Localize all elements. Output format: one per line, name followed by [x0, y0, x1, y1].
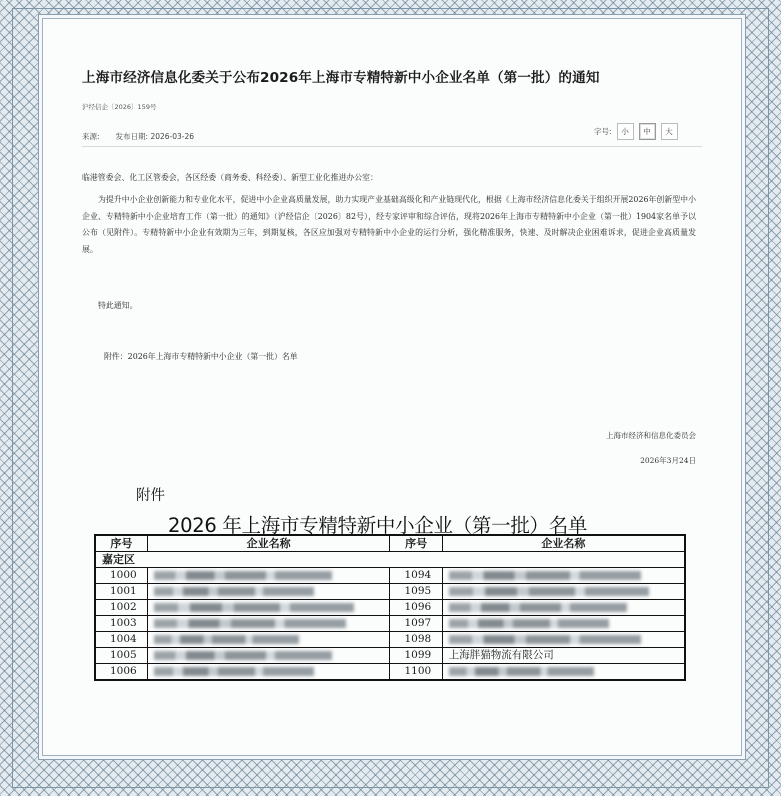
redacted-name — [154, 635, 299, 644]
sign-date: 2026年3月24日 — [640, 456, 696, 465]
list-title: 2026 年上海市专精特新中小企业（第一批）名单 — [168, 514, 588, 537]
table-row — [95, 600, 685, 616]
attachment-note: 附件：2026年上海市专精特新中小企业（第一批）名单 — [104, 352, 298, 361]
left-no: 1000 — [95, 568, 147, 584]
table-row — [95, 584, 685, 600]
font-size-small-button[interactable]: 小 — [617, 123, 634, 140]
right-name-redacted — [442, 664, 685, 681]
right-no: 1097 — [390, 616, 442, 632]
addressees: 临港管委会、化工区管委会，各区经委（商务委、科经委）、新型工业化推进办公室： — [82, 173, 378, 182]
redacted-name — [154, 619, 346, 628]
left-name-redacted — [147, 584, 390, 600]
left-no: 1004 — [95, 632, 147, 648]
source-label: 来源: — [82, 132, 100, 141]
table-header-row — [95, 535, 685, 552]
header-name-right: 企业名称 — [442, 535, 685, 552]
font-size-medium-button[interactable]: 中 — [639, 123, 656, 140]
right-no: 1095 — [390, 584, 442, 600]
left-name-redacted — [147, 648, 390, 664]
attachment-label: 附件 — [136, 488, 165, 504]
notice-title: 上海市经济信息化委关于公布2026年上海市专精特新中小企业名单（第一批）的通知 — [82, 70, 600, 86]
doc-number: 沪经信企〔2026〕159号 — [82, 103, 157, 111]
left-name-redacted — [147, 664, 390, 681]
right-name-redacted — [442, 632, 685, 648]
left-name-redacted — [147, 600, 390, 616]
left-no: 1005 — [95, 648, 147, 664]
right-name-redacted — [442, 600, 685, 616]
font-size-label: 字号: — [594, 127, 612, 136]
left-no: 1003 — [95, 616, 147, 632]
header-name-left: 企业名称 — [147, 535, 390, 552]
left-name-redacted — [147, 616, 390, 632]
header-no-left: 序号 — [95, 535, 147, 552]
region-label: 嘉定区 — [95, 552, 685, 568]
right-no: 1098 — [390, 632, 442, 648]
left-name-redacted — [147, 568, 390, 584]
signer: 上海市经济和信息化委员会 — [606, 431, 696, 440]
right-no: 1100 — [390, 664, 442, 681]
right-no: 1099 — [390, 648, 442, 664]
redacted-name — [154, 651, 332, 660]
left-no: 1006 — [95, 664, 147, 681]
redacted-name — [154, 587, 314, 596]
header-no-right: 序号 — [390, 535, 442, 552]
redacted-name — [154, 603, 354, 612]
redacted-name — [449, 571, 641, 580]
closing-line: 特此通知。 — [98, 301, 138, 310]
right-name-redacted — [442, 568, 685, 584]
table-row — [95, 632, 685, 648]
table-row — [95, 616, 685, 632]
redacted-name — [449, 667, 594, 676]
header-divider — [82, 146, 702, 147]
left-name-redacted — [147, 632, 390, 648]
right-name-redacted — [442, 584, 685, 600]
right-no: 1096 — [390, 600, 442, 616]
right-name-redacted — [442, 616, 685, 632]
region-row — [95, 552, 685, 568]
redacted-name — [449, 619, 609, 628]
left-no: 1001 — [95, 584, 147, 600]
source-line — [82, 131, 194, 142]
right-name: 上海胖猫物流有限公司 — [442, 648, 685, 664]
redacted-name — [154, 571, 332, 580]
table-row — [95, 568, 685, 584]
redacted-name — [449, 587, 649, 596]
font-size-selector — [594, 123, 678, 140]
redacted-name — [449, 603, 627, 612]
right-no: 1094 — [390, 568, 442, 584]
redacted-name — [154, 667, 314, 676]
font-size-large-button[interactable]: 大 — [661, 123, 678, 140]
table-row — [95, 648, 685, 664]
redacted-name — [449, 635, 641, 644]
notice-paragraph: 为提升中小企业创新能力和专业化水平，促进中小企业高质量发展，助力实现产业基础高级化和产业链现代化，根据《上海市经济信息化委关于组织开展2026年创新型中小企业、专精特新中小企业培育工作（第一批）的通知》（沪经信企〔2026〕82号），经专家评审和综合评估，现将2026年上海市专精特新中小企业（第一批）1904家名单予以公布（见附件）。专精特新中小企业有效期为三年，到期复核，各区应加强对专精特新中小企业的运行分析，强化精准服务，快速、及时解决企业困难诉求，促进企业高质量发展。 — [82, 195, 696, 254]
publish-date: 发布日期: 2026-03-26 — [115, 132, 195, 141]
left-no: 1002 — [95, 600, 147, 616]
company-list-table — [94, 534, 686, 681]
table-row — [95, 664, 685, 681]
